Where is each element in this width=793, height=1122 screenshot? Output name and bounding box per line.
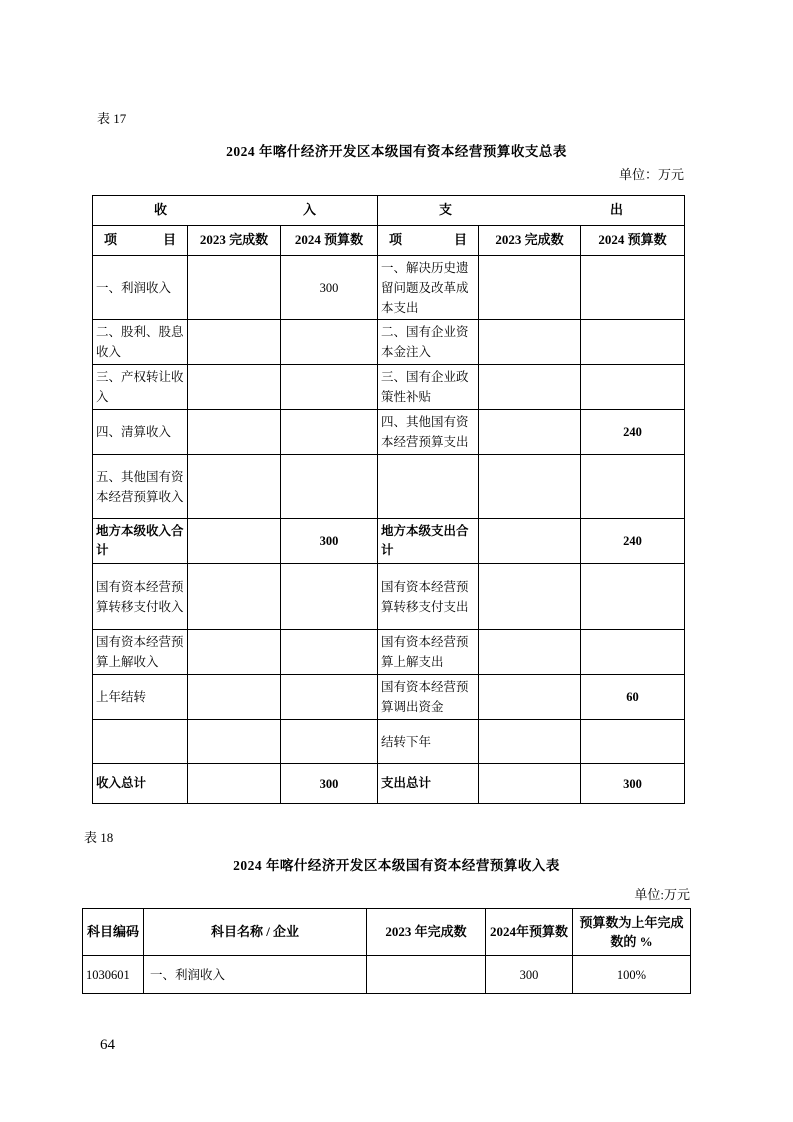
grand-total-row	[93, 764, 685, 804]
expense-2023-cell	[479, 675, 581, 720]
income-item-cell: 国有资本经营预算上解收入	[93, 630, 188, 675]
expense-2023-cell	[479, 764, 581, 804]
expense-2024-cell	[581, 630, 685, 675]
table-row	[93, 564, 685, 630]
expense-2024-cell: 240	[581, 410, 685, 455]
income-item-cell: 三、产权转让收入	[93, 365, 188, 410]
expense-2024-cell: 300	[581, 764, 685, 804]
expense-2023-cell	[479, 320, 581, 365]
income-item-cell: 二、股利、股息收入	[93, 320, 188, 365]
income-2023-cell	[188, 320, 281, 365]
income-item-cell: 国有资本经营预算转移支付收入	[93, 564, 188, 630]
income-2024-header: 2024 预算数	[281, 226, 378, 256]
budget-ratio-header: 预算数为上年完成数的 %	[573, 909, 691, 956]
expense-2023-cell	[479, 519, 581, 564]
expense-2024-cell	[581, 720, 685, 764]
income-2023-cell	[188, 675, 281, 720]
item-char-1: 项	[104, 232, 118, 248]
expense-item-cell: 国有资本经营预算调出资金	[378, 675, 479, 720]
table-row	[93, 455, 685, 519]
subject-name-header: 科目名称 / 企业	[144, 909, 367, 956]
income-2024-cell	[281, 410, 378, 455]
income-2024-cell: 300	[281, 764, 378, 804]
income-2024-cell: 300	[281, 256, 378, 320]
income-2023-cell	[188, 764, 281, 804]
table-row	[93, 675, 685, 720]
table17-label: 表 17	[97, 111, 127, 126]
budget-ratio-cell: 100%	[573, 956, 691, 994]
income-2023-cell	[188, 410, 281, 455]
expense-item-cell: 地方本级支出合计	[378, 519, 479, 564]
item-char-2: 目	[162, 232, 176, 248]
group-header-row	[93, 196, 685, 226]
completed-2023-cell	[367, 956, 486, 994]
table17-title: 2024 年喀什经济开发区本级国有资本经营预算收支总表	[226, 144, 567, 159]
expense-2024-cell	[581, 320, 685, 365]
table18-label: 表 18	[84, 830, 114, 845]
budget-2024-cell: 300	[486, 956, 573, 994]
expense-item-cell: 三、国有企业政策性补贴	[378, 365, 479, 410]
expense-2024-cell	[581, 455, 685, 519]
budget-summary-table	[92, 195, 685, 804]
subject-name-cell: 一、利润收入	[144, 956, 367, 994]
expense-item-cell	[378, 455, 479, 519]
income-2024-cell	[281, 365, 378, 410]
budget-2024-header: 2024年预算数	[486, 909, 573, 956]
income-2024-cell	[281, 675, 378, 720]
income-2023-cell	[188, 630, 281, 675]
income-2024-cell: 300	[281, 519, 378, 564]
item-char-1: 项	[389, 232, 403, 248]
expense-char-2: 出	[610, 202, 624, 218]
table-row	[93, 365, 685, 410]
local-subtotal-row	[93, 519, 685, 564]
expense-2024-cell	[581, 564, 685, 630]
item-char-2: 目	[454, 232, 468, 248]
income-2023-cell	[188, 519, 281, 564]
completed-2023-header: 2023 年完成数	[367, 909, 486, 956]
table-row	[83, 956, 691, 994]
expense-2023-cell	[479, 410, 581, 455]
income-2023-header: 2023 完成数	[188, 226, 281, 256]
expense-2023-cell	[479, 564, 581, 630]
income-item-cell: 五、其他国有资本经营预算收入	[93, 455, 188, 519]
expense-2024-cell	[581, 256, 685, 320]
income-2024-cell	[281, 564, 378, 630]
income-item-cell: 地方本级收入合计	[93, 519, 188, 564]
expense-2024-header: 2024 预算数	[581, 226, 685, 256]
income-2024-cell	[281, 630, 378, 675]
income-2024-cell	[281, 720, 378, 764]
expense-group-header	[378, 196, 685, 226]
expense-2024-cell: 60	[581, 675, 685, 720]
expense-2023-cell	[479, 365, 581, 410]
table17-unit: 单位：万元	[618, 167, 684, 182]
table-row	[93, 630, 685, 675]
table-row	[93, 256, 685, 320]
column-header-row	[93, 226, 685, 256]
expense-2024-cell	[581, 365, 685, 410]
income-2023-cell	[188, 256, 281, 320]
expense-2023-header: 2023 完成数	[479, 226, 581, 256]
table-row	[93, 410, 685, 455]
expense-char-1: 支	[439, 202, 453, 218]
expense-item-cell: 一、解决历史遗留问题及改革成本支出	[378, 256, 479, 320]
income-item-cell: 上年结转	[93, 675, 188, 720]
expense-2023-cell	[479, 720, 581, 764]
income-detail-table	[82, 908, 691, 994]
column-header-row	[83, 909, 691, 956]
expense-item-cell: 结转下年	[378, 720, 479, 764]
expense-item-cell: 国有资本经营预算转移支付支出	[378, 564, 479, 630]
income-group-header	[93, 196, 378, 226]
subject-code-cell: 1030601	[83, 956, 144, 994]
table-row	[93, 320, 685, 365]
expense-total-label: 支出总计	[378, 764, 479, 804]
expense-item-cell: 四、其他国有资本经营预算支出	[378, 410, 479, 455]
table18-unit: 单位:万元	[634, 887, 690, 902]
income-2024-cell	[281, 455, 378, 519]
income-2024-cell	[281, 320, 378, 365]
page-number: 64	[100, 1037, 115, 1053]
subject-code-header: 科目编码	[83, 909, 144, 956]
income-2023-cell	[188, 720, 281, 764]
table-row	[93, 720, 685, 764]
income-2023-cell	[188, 564, 281, 630]
expense-2023-cell	[479, 256, 581, 320]
table18-title: 2024 年喀什经济开发区本级国有资本经营预算收入表	[233, 858, 560, 873]
expense-2023-cell	[479, 630, 581, 675]
income-2023-cell	[188, 455, 281, 519]
income-char-2: 入	[303, 202, 317, 218]
income-item-header	[93, 226, 188, 256]
expense-2024-cell: 240	[581, 519, 685, 564]
expense-item-header	[378, 226, 479, 256]
income-char-1: 收	[154, 202, 168, 218]
income-total-label: 收入总计	[93, 764, 188, 804]
expense-item-cell: 二、国有企业资本金注入	[378, 320, 479, 365]
income-item-cell: 一、利润收入	[93, 256, 188, 320]
income-item-cell: 四、清算收入	[93, 410, 188, 455]
income-2023-cell	[188, 365, 281, 410]
income-item-cell	[93, 720, 188, 764]
expense-item-cell: 国有资本经营预算上解支出	[378, 630, 479, 675]
expense-2023-cell	[479, 455, 581, 519]
